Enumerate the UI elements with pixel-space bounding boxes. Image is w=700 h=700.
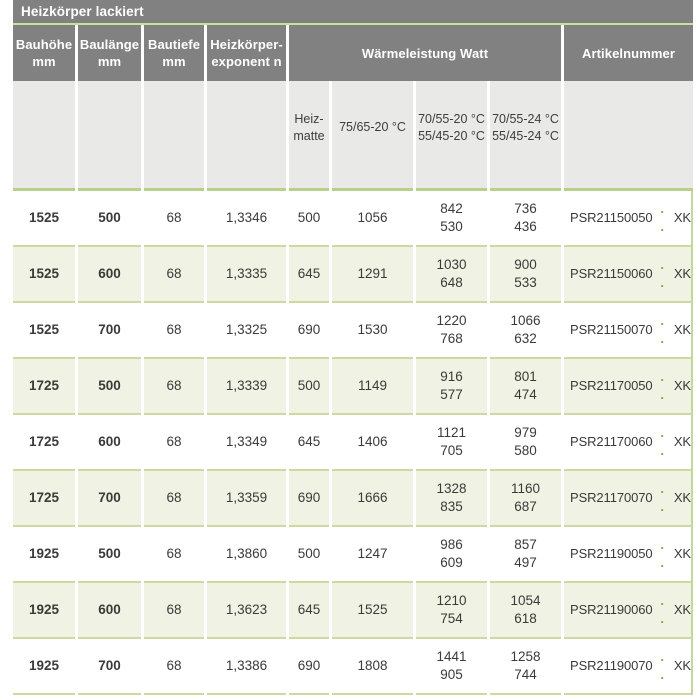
cell-text: 645 <box>297 602 321 617</box>
cell-text: 632 <box>514 331 537 346</box>
cell-text: 55/45-20 °C <box>418 128 485 143</box>
cell-text: 55/45-24 °C <box>492 128 559 143</box>
cell-text: 75/65-20 °C <box>339 120 406 134</box>
header-cell-artikelnummer <box>564 25 693 81</box>
cell-exponent_n <box>207 247 286 303</box>
artikel-code: PSR21190050 <box>570 546 653 561</box>
cell-baulaenge_mm <box>78 247 141 303</box>
cell-text: 530 <box>440 219 463 234</box>
cell-text: 1925 <box>28 546 60 561</box>
artikel-code: PSR21150070 <box>570 322 653 337</box>
artikel-code: PSR21170060 <box>570 434 653 449</box>
cell-watt_7055_24 <box>490 583 561 639</box>
cell-bautiefe_mm <box>144 359 204 415</box>
cell-text: 1210 <box>436 593 467 608</box>
cell-text: 700 <box>98 490 121 505</box>
cell-watt_7565_20 <box>332 471 413 527</box>
cell-bauhoehe_mm <box>13 415 75 471</box>
cell-text: 1725 <box>28 434 60 449</box>
cell-text: 1258 <box>510 649 541 664</box>
cell-text: Bauhöhe <box>15 37 73 52</box>
cell-watt_7565_20 <box>332 639 413 695</box>
cell-watt_7055_20 <box>416 247 487 303</box>
cell-text: 1030 <box>436 257 467 272</box>
cell-text: 1925 <box>28 602 60 617</box>
artikel-suffix: XK <box>673 322 691 337</box>
cell-watt_7565_20 <box>332 191 413 247</box>
cell-exponent_n <box>207 527 286 583</box>
cell-text: 700 <box>98 322 121 337</box>
cell-text: 600 <box>98 434 121 449</box>
cell-text: 1808 <box>357 658 388 673</box>
cell-text: 618 <box>514 611 537 626</box>
cell-bautiefe_mm <box>144 303 204 359</box>
cell-text: 1121 <box>436 425 467 440</box>
cell-text: mm <box>162 54 186 69</box>
cell-exponent_n <box>207 191 286 247</box>
cell-text: 609 <box>440 555 463 570</box>
header-cell-waermeleistung <box>289 25 561 81</box>
cell-text: 1,3860 <box>225 546 268 561</box>
cell-text: 1,3386 <box>225 658 268 673</box>
cell-text: 1,3325 <box>225 322 268 337</box>
cell-text: mm <box>32 54 56 69</box>
cell-bauhoehe_mm <box>13 527 75 583</box>
cell-text: exponent n <box>211 54 282 69</box>
cell-heizmatte <box>289 191 329 247</box>
cell-bauhoehe_mm <box>13 303 75 359</box>
cell-text: 1054 <box>510 593 541 608</box>
cell-bauhoehe_mm <box>13 471 75 527</box>
cell-watt_7055_24 <box>490 359 561 415</box>
cell-text: 600 <box>98 266 121 281</box>
cell-watt_7055_20 <box>416 583 487 639</box>
cell-text: 533 <box>514 275 537 290</box>
cell-text: 70/55-24 °C <box>492 111 559 126</box>
cell-watt_7565_20 <box>332 415 413 471</box>
subheader-cell-temp-75-65-20 <box>332 81 413 191</box>
cell-heizmatte <box>289 639 329 695</box>
cell-text: 690 <box>297 490 321 505</box>
cell-text: 857 <box>514 537 537 552</box>
spec-table-wrap <box>13 0 693 695</box>
cell-bautiefe_mm <box>144 191 204 247</box>
cell-artikelnummer <box>564 639 693 695</box>
cell-baulaenge_mm <box>78 639 141 695</box>
cell-watt_7055_20 <box>416 415 487 471</box>
cell-text: 754 <box>440 611 463 626</box>
cell-watt_7565_20 <box>332 527 413 583</box>
cell-watt_7055_20 <box>416 471 487 527</box>
artikel-suffix: XK <box>673 210 691 225</box>
cell-exponent_n <box>207 359 286 415</box>
cell-text: 1725 <box>28 378 60 393</box>
header-cell-exponent <box>207 25 286 81</box>
cell-text: 500 <box>98 378 121 393</box>
cell-exponent_n <box>207 471 286 527</box>
cell-bautiefe_mm <box>144 471 204 527</box>
cell-text: 1666 <box>357 490 388 505</box>
subheader-cell-temp-70-55-24 <box>490 81 561 191</box>
subheader-cell-empty-bautiefe <box>144 81 204 191</box>
cell-text: 1066 <box>510 313 541 328</box>
cell-text: mm <box>97 54 122 69</box>
artikel-code: PSR21190070 <box>570 658 653 673</box>
cell-watt_7055_24 <box>490 471 561 527</box>
cell-text: 1441 <box>436 649 467 664</box>
cell-text: 1291 <box>357 266 388 281</box>
cell-artikelnummer <box>564 247 693 303</box>
cell-bautiefe_mm <box>144 527 204 583</box>
cell-baulaenge_mm <box>78 191 141 247</box>
cell-text: 1530 <box>357 322 388 337</box>
cell-bautiefe_mm <box>144 247 204 303</box>
artikel-code: PSR21190060 <box>570 602 653 617</box>
artikel-code: PSR21150050 <box>570 210 653 225</box>
cell-text: 690 <box>297 322 321 337</box>
cell-exponent_n <box>207 639 286 695</box>
cell-text: 500 <box>297 378 321 393</box>
cell-text: 700 <box>98 658 121 673</box>
cell-text: 577 <box>440 387 463 402</box>
cell-text: 1,3346 <box>225 210 268 225</box>
artikel-code: PSR21150060 <box>570 266 653 281</box>
cell-text: 1247 <box>357 546 388 561</box>
cell-text: 68 <box>166 378 182 393</box>
cell-text: 500 <box>98 546 121 561</box>
table-title-bar <box>13 0 693 23</box>
cell-watt_7055_24 <box>490 191 561 247</box>
cell-text: 744 <box>514 667 537 682</box>
cell-text: 801 <box>514 369 537 384</box>
cell-watt_7055_24 <box>490 527 561 583</box>
cell-artikelnummer <box>564 191 693 247</box>
cell-text: 68 <box>166 434 182 449</box>
cell-text: 1220 <box>436 313 467 328</box>
artikel-color-dots: . . <box>660 537 666 570</box>
cell-text: 600 <box>98 602 121 617</box>
artikel-color-dots: . . <box>660 649 666 682</box>
cell-text: 1725 <box>28 490 60 505</box>
cell-baulaenge_mm <box>78 583 141 639</box>
cell-baulaenge_mm <box>78 359 141 415</box>
cell-watt_7565_20 <box>332 303 413 359</box>
cell-text: 736 <box>514 201 537 216</box>
cell-exponent_n <box>207 303 286 359</box>
cell-artikelnummer <box>564 359 693 415</box>
cell-artikelnummer <box>564 583 693 639</box>
cell-watt_7055_20 <box>416 527 487 583</box>
cell-artikelnummer <box>564 303 693 359</box>
cell-text: 500 <box>98 210 121 225</box>
cell-text: matte <box>293 128 325 143</box>
cell-artikelnummer <box>564 415 693 471</box>
cell-text: 500 <box>297 546 321 561</box>
cell-bauhoehe_mm <box>13 191 75 247</box>
artikel-suffix: XK <box>673 546 691 561</box>
artikel-color-dots: . . <box>660 313 666 346</box>
cell-text: 1525 <box>28 322 60 337</box>
cell-text: 1056 <box>357 210 388 225</box>
cell-text: 1,3623 <box>225 602 268 617</box>
subheader-cell-empty-exponent <box>207 81 286 191</box>
artikel-color-dots: . . <box>660 593 666 626</box>
cell-text: Heizkörper- <box>210 37 283 52</box>
artikel-suffix: XK <box>673 602 691 617</box>
header-cell-bautiefe <box>144 25 204 81</box>
cell-text: 1,3335 <box>225 266 268 281</box>
cell-text: 580 <box>514 443 537 458</box>
cell-watt_7055_24 <box>490 415 561 471</box>
cell-watt_7565_20 <box>332 583 413 639</box>
cell-text: 497 <box>514 555 537 570</box>
cell-heizmatte <box>289 359 329 415</box>
cell-text: 1328 <box>436 481 467 496</box>
cell-bautiefe_mm <box>144 415 204 471</box>
cell-text: 905 <box>440 667 463 682</box>
cell-watt_7055_20 <box>416 303 487 359</box>
cell-baulaenge_mm <box>78 527 141 583</box>
cell-text: 768 <box>440 331 463 346</box>
artikel-suffix: XK <box>673 434 691 449</box>
cell-text: 979 <box>514 425 537 440</box>
cell-text: Heiz- <box>294 111 324 126</box>
header-cell-bauhoehe <box>13 25 75 81</box>
spec-table <box>13 25 693 695</box>
cell-baulaenge_mm <box>78 471 141 527</box>
cell-text: 68 <box>166 490 182 505</box>
cell-bauhoehe_mm <box>13 639 75 695</box>
cell-bauhoehe_mm <box>13 583 75 639</box>
cell-text: 687 <box>514 499 537 514</box>
cell-watt_7565_20 <box>332 247 413 303</box>
cell-text: 645 <box>297 434 321 449</box>
cell-heizmatte <box>289 415 329 471</box>
cell-text: 1149 <box>357 378 388 393</box>
artikel-color-dots: . . <box>660 369 666 402</box>
artikel-suffix: XK <box>673 266 691 281</box>
cell-text: 900 <box>514 257 537 272</box>
cell-watt_7055_24 <box>490 303 561 359</box>
subheader-cell-temp-70-55-20 <box>416 81 487 191</box>
subheader-cell-empty-bauhoehe <box>13 81 75 191</box>
cell-bauhoehe_mm <box>13 247 75 303</box>
cell-text: 68 <box>166 322 182 337</box>
cell-heizmatte <box>289 303 329 359</box>
cell-watt_7055_20 <box>416 359 487 415</box>
artikel-code: PSR21170050 <box>570 378 653 393</box>
cell-watt_7565_20 <box>332 359 413 415</box>
cell-text: 70/55-20 °C <box>418 111 485 126</box>
cell-text: 1,3339 <box>225 378 268 393</box>
artikel-suffix: XK <box>673 658 691 673</box>
artikel-color-dots: . . <box>660 425 666 458</box>
cell-heizmatte <box>289 583 329 639</box>
artikel-code: PSR21170070 <box>570 490 653 505</box>
cell-bautiefe_mm <box>144 639 204 695</box>
cell-artikelnummer <box>564 527 693 583</box>
cell-text: 916 <box>440 369 463 384</box>
cell-text: Bautiefe <box>147 37 201 52</box>
cell-heizmatte <box>289 471 329 527</box>
cell-text: 690 <box>297 658 321 673</box>
cell-artikelnummer <box>564 471 693 527</box>
cell-exponent_n <box>207 583 286 639</box>
cell-text: 986 <box>440 537 463 552</box>
cell-bautiefe_mm <box>144 583 204 639</box>
artikel-color-dots: . . <box>660 201 666 234</box>
cell-baulaenge_mm <box>78 415 141 471</box>
subheader-cell-empty-artikel <box>564 81 693 191</box>
cell-baulaenge_mm <box>78 303 141 359</box>
cell-text: 842 <box>440 201 463 216</box>
cell-text: 436 <box>514 219 537 234</box>
cell-text: 705 <box>440 443 463 458</box>
cell-text: 68 <box>166 602 182 617</box>
table-title: Heizkörper lackiert <box>21 4 144 19</box>
cell-text: 648 <box>440 275 463 290</box>
artikel-color-dots: . . <box>660 257 666 290</box>
cell-watt_7055_24 <box>490 247 561 303</box>
cell-text: 1,3359 <box>225 490 268 505</box>
cell-bauhoehe_mm <box>13 359 75 415</box>
cell-text: 1525 <box>357 602 388 617</box>
cell-heizmatte <box>289 247 329 303</box>
cell-text: 1925 <box>28 658 60 673</box>
cell-exponent_n <box>207 415 286 471</box>
cell-text: 68 <box>166 546 182 561</box>
cell-text: 1525 <box>28 266 60 281</box>
subheader-cell-heizmatte <box>289 81 329 191</box>
cell-text: Artikelnummer <box>581 45 676 61</box>
cell-text: Wärmeleistung Watt <box>361 45 489 61</box>
header-cell-baulaenge <box>78 25 141 81</box>
cell-heizmatte <box>289 527 329 583</box>
cell-text: 500 <box>297 210 321 225</box>
cell-watt_7055_24 <box>490 639 561 695</box>
cell-text: 835 <box>440 499 463 514</box>
cell-watt_7055_20 <box>416 639 487 695</box>
cell-text: 68 <box>166 658 182 673</box>
cell-text: 1,3349 <box>225 434 268 449</box>
cell-watt_7055_20 <box>416 191 487 247</box>
cell-text: Baulänge <box>79 37 140 52</box>
cell-text: 474 <box>514 387 537 402</box>
cell-text: 68 <box>166 266 182 281</box>
artikel-suffix: XK <box>673 378 691 393</box>
subheader-cell-empty-baulaenge <box>78 81 141 191</box>
cell-text: 645 <box>297 266 321 281</box>
artikel-color-dots: . . <box>660 481 666 514</box>
cell-text: 1160 <box>510 481 541 496</box>
cell-text: 68 <box>166 210 182 225</box>
cell-text: 1406 <box>357 434 388 449</box>
artikel-suffix: XK <box>673 490 691 505</box>
cell-text: 1525 <box>28 210 60 225</box>
